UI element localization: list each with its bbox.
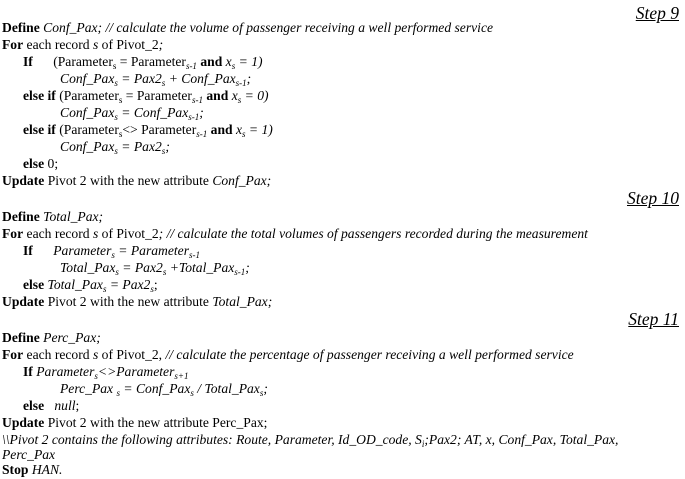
step-11-heading: Step 11 <box>628 309 679 329</box>
s10-if: If Parameter$_s$ = Parameter$_{s-1}$ <box>23 243 200 260</box>
s9-assign3: Conf_Pax$_s$ = $Pax2_s$; <box>60 139 170 156</box>
s11-else: else null; <box>23 398 80 413</box>
s9-else: else 0; <box>23 156 59 171</box>
s11-if: If Parameter$_s$<>Parameter$_{s+1}$ <box>23 364 189 381</box>
s11-update: Update Pivot 2 with the new attribute Perc_Pax; <box>2 415 268 430</box>
s10-update: Update Pivot 2 with the new attribute Total_Pax; <box>2 294 273 309</box>
s9-if: If (Parameter$_s$ = Parameter$_{s-1}$ and $x_s = 1$) <box>23 54 263 71</box>
s9-assign1: Conf_Pax$_s$ = $Pax2_s$ + Conf_Pax$_{s-1}$; <box>60 71 252 88</box>
s9-update: Update Pivot 2 with the new attribute Conf_Pax; <box>2 173 272 188</box>
s11-for: For each record s of Pivot_2, // calculate the percentage of passenger receiving a well performed service <box>2 347 574 362</box>
s11-comment2: Perc_Pax <box>2 447 56 462</box>
s9-elseif2: else if (Parameter$_s$<> Parameter$_{s-1}$ and $x_s = 1$) <box>23 122 273 139</box>
step-10-heading: Step 10 <box>626 188 679 208</box>
s9-for: For each record s of Pivot_2; <box>2 37 164 52</box>
s9-assign2: Conf_Pax$_s$ = Conf_Pax$_{s-1}$; <box>60 105 204 122</box>
s11-define: Define Perc_Pax; <box>2 330 101 345</box>
s10-define: Define Total_Pax; <box>2 209 104 224</box>
s9-elseif1: else if (Parameter$_s$ = Parameter$_{s-1}$ and $x_s = 0$) <box>23 88 269 105</box>
step-9-heading: Step 9 <box>635 3 679 23</box>
s10-assign: Total_Pax$_s$ = $Pax2_s$ +Total_Pax$_{s-1}$; <box>60 260 250 277</box>
s11-assign: Perc_Pax $_s$ = Conf_Pax$_s$ / Total_Pax$_s$; <box>60 381 268 398</box>
s9-define: Define Conf_Pax; // calculate the volume of passenger receiving a well performed service <box>2 20 494 35</box>
s10-else: else Total_Pax$_s$ = $Pax2_s$; <box>23 277 158 294</box>
s11-stop: Stop HAN. <box>2 462 63 477</box>
s10-for: For each record s of Pivot_2; // calculate the total volumes of passengers recorded during the measurement <box>2 226 588 241</box>
s11-comment1: \\Pivot 2 contains the following attributes: Route, Parameter, Id_OD_code, $S_i;Pax2$; AT, x, Conf_Pax, Total_Pax, <box>2 432 619 449</box>
